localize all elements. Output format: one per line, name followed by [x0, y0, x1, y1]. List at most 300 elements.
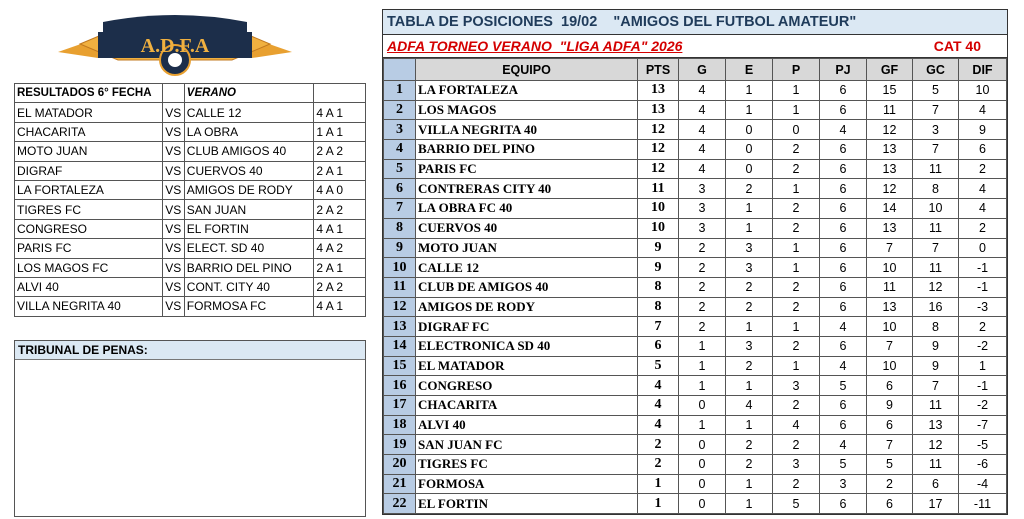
standings-cell-p: 1: [773, 179, 820, 199]
result-away-team: CONT. CITY 40: [184, 277, 314, 296]
standings-cell-gc: 13: [913, 415, 959, 435]
result-score: 2 A 2: [314, 200, 366, 219]
standings-cell-pts: 4: [638, 415, 679, 435]
standings-cell-pj: 6: [820, 218, 867, 238]
result-row: [15, 239, 366, 258]
standings-row: [384, 297, 1007, 317]
standings-cell-gc: 17: [913, 494, 959, 514]
result-row: [15, 219, 366, 238]
standings-cell-dif: -1: [959, 277, 1007, 297]
result-away-team: SAN JUAN: [184, 200, 314, 219]
result-score: 4 A 1: [314, 103, 366, 122]
standings-cell-pts: 12: [638, 140, 679, 160]
standings-cell-gf: 13: [867, 218, 913, 238]
standings-cell-team: LA FORTALEZA: [416, 81, 638, 101]
standings-cell-gf: 6: [867, 494, 913, 514]
standings-cell-team: ELECTRONICA SD 40: [416, 336, 638, 356]
standings-cell-gc: 16: [913, 297, 959, 317]
result-row: [15, 258, 366, 277]
standings-cell-dif: 10: [959, 81, 1007, 101]
result-row: [15, 277, 366, 296]
standings-cell-pos: 7: [384, 199, 416, 219]
standings-cell-pos: 5: [384, 159, 416, 179]
standings-row: [384, 199, 1007, 219]
standings-cell-pos: 19: [384, 435, 416, 455]
result-vs: VS: [162, 200, 184, 219]
standings-row: [384, 120, 1007, 140]
column-header-gf: GF: [867, 59, 913, 81]
standings-row: [384, 396, 1007, 416]
result-away-team: CLUB AMIGOS 40: [184, 142, 314, 161]
category-label: CAT 40: [933, 38, 981, 54]
result-home-team: PARIS FC: [15, 239, 163, 258]
standings-cell-pos: 1: [384, 81, 416, 101]
result-away-team: EL FORTIN: [184, 219, 314, 238]
standings-cell-gc: 11: [913, 159, 959, 179]
standings-cell-dif: -1: [959, 376, 1007, 396]
standings-cell-dif: 0: [959, 238, 1007, 258]
standings-cell-pj: 6: [820, 159, 867, 179]
standings-cell-p: 2: [773, 336, 820, 356]
result-home-team: EL MATADOR: [15, 103, 163, 122]
standings-cell-pos: 3: [384, 120, 416, 140]
standings-row: [384, 238, 1007, 258]
result-vs: VS: [162, 297, 184, 316]
standings-row: [384, 336, 1007, 356]
standings-cell-pts: 6: [638, 336, 679, 356]
standings-cell-e: 1: [726, 494, 773, 514]
result-away-team: AMIGOS DE RODY: [184, 180, 314, 199]
standings-cell-pts: 11: [638, 179, 679, 199]
standings-cell-g: 4: [679, 120, 726, 140]
standings-row: [384, 376, 1007, 396]
result-vs: VS: [162, 180, 184, 199]
results-header-title: RESULTADOS 6° FECHA: [15, 84, 163, 103]
standings-cell-pts: 9: [638, 258, 679, 278]
standings-cell-pts: 10: [638, 218, 679, 238]
standings-cell-pj: 6: [820, 238, 867, 258]
standings-cell-pos: 9: [384, 238, 416, 258]
standings-cell-dif: -11: [959, 494, 1007, 514]
result-row: [15, 161, 366, 180]
results-header-row: [15, 84, 366, 103]
standings-cell-pos: 11: [384, 277, 416, 297]
standings-cell-pts: 9: [638, 238, 679, 258]
standings-cell-pts: 13: [638, 100, 679, 120]
standings-cell-e: 0: [726, 159, 773, 179]
standings-cell-pj: 4: [820, 435, 867, 455]
standings-cell-pts: 4: [638, 396, 679, 416]
standings-cell-pos: 13: [384, 317, 416, 337]
standings-cell-g: 0: [679, 494, 726, 514]
standings-cell-gc: 11: [913, 218, 959, 238]
standings-cell-gf: 11: [867, 100, 913, 120]
standings-cell-dif: 9: [959, 120, 1007, 140]
standings-cell-p: 2: [773, 159, 820, 179]
standings-cell-p: 1: [773, 317, 820, 337]
standings-cell-pj: 5: [820, 376, 867, 396]
result-away-team: FORMOSA FC: [184, 297, 314, 316]
standings-cell-g: 2: [679, 238, 726, 258]
standings-cell-e: 1: [726, 81, 773, 101]
column-header-e: E: [726, 59, 773, 81]
standings-cell-pos: 17: [384, 396, 416, 416]
standings-cell-pj: 6: [820, 81, 867, 101]
standings-cell-gc: 11: [913, 258, 959, 278]
standings-cell-pts: 1: [638, 494, 679, 514]
standings-cell-gf: 7: [867, 435, 913, 455]
standings-cell-pos: 10: [384, 258, 416, 278]
standings-cell-team: LA OBRA FC 40: [416, 199, 638, 219]
standings-cell-e: 2: [726, 455, 773, 475]
column-header-dif: DIF: [959, 59, 1007, 81]
standings-row: [384, 81, 1007, 101]
standings-cell-team: TIGRES FC: [416, 455, 638, 475]
standings-cell-gc: 11: [913, 396, 959, 416]
result-home-team: LA FORTALEZA: [15, 180, 163, 199]
standings-cell-dif: 2: [959, 317, 1007, 337]
standings-cell-gc: 9: [913, 356, 959, 376]
standings-cell-p: 3: [773, 376, 820, 396]
standings-cell-g: 3: [679, 179, 726, 199]
results-table: [14, 83, 366, 317]
result-score: 2 A 2: [314, 142, 366, 161]
standings-cell-gf: 12: [867, 179, 913, 199]
standings-cell-gf: 6: [867, 415, 913, 435]
standings-cell-p: 2: [773, 140, 820, 160]
standings-row: [384, 474, 1007, 494]
standings-cell-team: BARRIO DEL PINO: [416, 140, 638, 160]
result-home-team: DIGRAF: [15, 161, 163, 180]
standings-cell-pos: 12: [384, 297, 416, 317]
tournament-name: ADFA TORNEO VERANO "LIGA ADFA" 2026: [387, 38, 683, 54]
standings-cell-pos: 14: [384, 336, 416, 356]
standings-cell-p: 2: [773, 435, 820, 455]
standings-body: [384, 81, 1007, 514]
standings-cell-pj: 4: [820, 317, 867, 337]
standings-cell-team: CLUB DE AMIGOS 40: [416, 277, 638, 297]
standings-cell-e: 2: [726, 179, 773, 199]
standings-cell-team: CALLE 12: [416, 258, 638, 278]
standings-cell-g: 1: [679, 376, 726, 396]
standings-cell-e: 2: [726, 356, 773, 376]
standings-cell-dif: 1: [959, 356, 1007, 376]
standings-cell-gf: 10: [867, 258, 913, 278]
standings-cell-pos: 6: [384, 179, 416, 199]
standings-cell-pos: 2: [384, 100, 416, 120]
standings-cell-e: 1: [726, 474, 773, 494]
result-score: 4 A 1: [314, 219, 366, 238]
standings-cell-team: AMIGOS DE RODY: [416, 297, 638, 317]
standings-cell-p: 2: [773, 474, 820, 494]
result-vs: VS: [162, 219, 184, 238]
standings-cell-team: EL MATADOR: [416, 356, 638, 376]
result-home-team: LOS MAGOS FC: [15, 258, 163, 277]
standings-cell-e: 0: [726, 120, 773, 140]
result-score: 1 A 1: [314, 122, 366, 141]
standings-cell-e: 3: [726, 258, 773, 278]
standings-cell-g: 4: [679, 140, 726, 160]
standings-cell-gf: 10: [867, 356, 913, 376]
standings-cell-g: 4: [679, 100, 726, 120]
standings-cell-team: PARIS FC: [416, 159, 638, 179]
result-vs: VS: [162, 258, 184, 277]
standings-cell-p: 5: [773, 494, 820, 514]
standings-cell-e: 1: [726, 415, 773, 435]
column-header-p: P: [773, 59, 820, 81]
logo-text: A.D.F.A: [140, 35, 210, 57]
standings-cell-gf: 7: [867, 336, 913, 356]
standings-cell-e: 1: [726, 376, 773, 396]
standings-row: [384, 179, 1007, 199]
standings-cell-p: 1: [773, 100, 820, 120]
result-row: [15, 180, 366, 199]
standings-cell-g: 4: [679, 159, 726, 179]
standings-cell-dif: -4: [959, 474, 1007, 494]
result-away-team: ELECT. SD 40: [184, 239, 314, 258]
standings-cell-gf: 14: [867, 199, 913, 219]
result-score: 2 A 2: [314, 277, 366, 296]
standings-cell-pts: 4: [638, 376, 679, 396]
standings-cell-g: 0: [679, 474, 726, 494]
result-score: 2 A 1: [314, 161, 366, 180]
standings-cell-gc: 6: [913, 474, 959, 494]
standings-subtitle-bar: [383, 35, 1007, 58]
standings-cell-e: 2: [726, 297, 773, 317]
standings-row: [384, 277, 1007, 297]
standings-cell-pts: 8: [638, 297, 679, 317]
standings-cell-e: 1: [726, 218, 773, 238]
standings-cell-g: 2: [679, 297, 726, 317]
standings-cell-dif: -7: [959, 415, 1007, 435]
standings-cell-pj: 6: [820, 258, 867, 278]
standings-cell-team: DIGRAF FC: [416, 317, 638, 337]
standings-cell-p: 2: [773, 218, 820, 238]
standings-cell-g: 2: [679, 258, 726, 278]
standings-cell-pts: 13: [638, 81, 679, 101]
standings-cell-team: CHACARITA: [416, 396, 638, 416]
standings-cell-pos: 22: [384, 494, 416, 514]
standings-title: TABLA DE POSICIONES 19/02 "AMIGOS DEL FUTBOL AMATEUR": [383, 10, 1007, 35]
standings-row: [384, 494, 1007, 514]
results-body: [15, 103, 366, 316]
standings-cell-dif: -1: [959, 258, 1007, 278]
standings-table: [383, 58, 1007, 514]
standings-cell-g: 0: [679, 435, 726, 455]
result-row: [15, 200, 366, 219]
standings-cell-gf: 13: [867, 159, 913, 179]
standings-cell-dif: 2: [959, 218, 1007, 238]
standings-cell-dif: 2: [959, 159, 1007, 179]
standings-cell-pj: 6: [820, 199, 867, 219]
result-away-team: CALLE 12: [184, 103, 314, 122]
adfa-logo: [58, 14, 292, 78]
standings-cell-gc: 12: [913, 435, 959, 455]
standings-cell-p: 3: [773, 455, 820, 475]
standings-cell-g: 0: [679, 396, 726, 416]
tribunal-title: TRIBUNAL DE PENAS:: [15, 341, 365, 360]
standings-row: [384, 455, 1007, 475]
standings-cell-gc: 7: [913, 238, 959, 258]
standings-cell-dif: 4: [959, 199, 1007, 219]
standings-cell-gc: 10: [913, 199, 959, 219]
result-home-team: CHACARITA: [15, 122, 163, 141]
standings-row: [384, 100, 1007, 120]
result-row: [15, 142, 366, 161]
result-away-team: BARRIO DEL PINO: [184, 258, 314, 277]
standings-cell-pts: 5: [638, 356, 679, 376]
standings-cell-pj: 6: [820, 100, 867, 120]
standings-cell-pj: 3: [820, 474, 867, 494]
standings-cell-e: 1: [726, 317, 773, 337]
standings-cell-gc: 7: [913, 140, 959, 160]
standings-cell-g: 3: [679, 218, 726, 238]
standings-cell-e: 0: [726, 140, 773, 160]
standings-cell-gf: 5: [867, 455, 913, 475]
standings-cell-p: 2: [773, 396, 820, 416]
standings-cell-g: 1: [679, 356, 726, 376]
standings-cell-team: LOS MAGOS: [416, 100, 638, 120]
standings-cell-dif: 4: [959, 100, 1007, 120]
standings-cell-gf: 6: [867, 376, 913, 396]
result-away-team: CUERVOS 40: [184, 161, 314, 180]
standings-cell-gc: 8: [913, 179, 959, 199]
tribunal-panel: [14, 340, 366, 517]
standings-cell-g: 0: [679, 455, 726, 475]
standings-cell-dif: -5: [959, 435, 1007, 455]
standings-cell-team: MOTO JUAN: [416, 238, 638, 258]
standings-cell-pos: 16: [384, 376, 416, 396]
results-season-label: VERANO: [184, 84, 314, 103]
standings-cell-p: 1: [773, 356, 820, 376]
standings-cell-gc: 5: [913, 81, 959, 101]
standings-row: [384, 435, 1007, 455]
standings-cell-pos: 18: [384, 415, 416, 435]
standings-cell-pts: 12: [638, 120, 679, 140]
standings-cell-pj: 6: [820, 297, 867, 317]
standings-cell-e: 3: [726, 238, 773, 258]
standings-cell-e: 2: [726, 435, 773, 455]
standings-cell-gf: 9: [867, 396, 913, 416]
column-header-pts: PTS: [638, 59, 679, 81]
result-home-team: VILLA NEGRITA 40: [15, 297, 163, 316]
standings-row: [384, 356, 1007, 376]
standings-header-row: [384, 59, 1007, 81]
result-score: 2 A 1: [314, 258, 366, 277]
standings-cell-pts: 8: [638, 277, 679, 297]
result-row: [15, 122, 366, 141]
column-header-equipo: EQUIPO: [416, 59, 638, 81]
standings-row: [384, 218, 1007, 238]
result-home-team: TIGRES FC: [15, 200, 163, 219]
column-header-pj: PJ: [820, 59, 867, 81]
standings-cell-pts: 7: [638, 317, 679, 337]
standings-cell-p: 1: [773, 81, 820, 101]
result-score: 4 A 0: [314, 180, 366, 199]
standings-row: [384, 140, 1007, 160]
standings-cell-p: 1: [773, 258, 820, 278]
standings-cell-pts: 10: [638, 199, 679, 219]
standings-cell-team: CONGRESO: [416, 376, 638, 396]
standings-cell-g: 1: [679, 415, 726, 435]
standings-cell-gc: 7: [913, 376, 959, 396]
standings-cell-gf: 13: [867, 297, 913, 317]
standings-panel: [382, 9, 1008, 515]
result-vs: VS: [162, 103, 184, 122]
standings-cell-gf: 11: [867, 277, 913, 297]
standings-cell-pj: 6: [820, 140, 867, 160]
standings-cell-gc: 3: [913, 120, 959, 140]
standings-cell-pj: 4: [820, 356, 867, 376]
standings-cell-gf: 7: [867, 238, 913, 258]
standings-cell-pts: 2: [638, 435, 679, 455]
standings-cell-gf: 12: [867, 120, 913, 140]
result-row: [15, 103, 366, 122]
result-away-team: LA OBRA: [184, 122, 314, 141]
standings-cell-dif: -6: [959, 455, 1007, 475]
standings-cell-pj: 6: [820, 396, 867, 416]
result-home-team: CONGRESO: [15, 219, 163, 238]
standings-cell-e: 1: [726, 199, 773, 219]
standings-cell-pj: 6: [820, 336, 867, 356]
standings-cell-pos: 4: [384, 140, 416, 160]
standings-cell-pos: 21: [384, 474, 416, 494]
standings-cell-g: 2: [679, 277, 726, 297]
standings-cell-dif: 4: [959, 179, 1007, 199]
standings-cell-dif: -2: [959, 336, 1007, 356]
standings-cell-pj: 6: [820, 415, 867, 435]
standings-cell-p: 2: [773, 297, 820, 317]
standings-cell-e: 3: [726, 336, 773, 356]
standings-cell-e: 4: [726, 396, 773, 416]
standings-cell-gc: 11: [913, 455, 959, 475]
standings-row: [384, 415, 1007, 435]
standings-cell-team: ALVI 40: [416, 415, 638, 435]
standings-cell-team: VILLA NEGRITA 40: [416, 120, 638, 140]
standings-cell-gf: 15: [867, 81, 913, 101]
standings-row: [384, 258, 1007, 278]
standings-cell-pts: 2: [638, 455, 679, 475]
standings-cell-team: EL FORTIN: [416, 494, 638, 514]
standings-cell-e: 1: [726, 100, 773, 120]
standings-cell-gc: 12: [913, 277, 959, 297]
standings-cell-pj: 6: [820, 277, 867, 297]
standings-row: [384, 317, 1007, 337]
standings-cell-pj: 6: [820, 494, 867, 514]
result-vs: VS: [162, 239, 184, 258]
result-vs: VS: [162, 161, 184, 180]
standings-cell-gf: 13: [867, 140, 913, 160]
result-vs: VS: [162, 142, 184, 161]
standings-cell-gf: 2: [867, 474, 913, 494]
standings-cell-e: 2: [726, 277, 773, 297]
standings-cell-g: 2: [679, 317, 726, 337]
standings-cell-p: 1: [773, 238, 820, 258]
standings-cell-g: 1: [679, 336, 726, 356]
column-header-gc: GC: [913, 59, 959, 81]
standings-row: [384, 159, 1007, 179]
standings-cell-pj: 6: [820, 179, 867, 199]
standings-cell-gc: 7: [913, 100, 959, 120]
result-vs: VS: [162, 122, 184, 141]
result-home-team: ALVI 40: [15, 277, 163, 296]
standings-cell-g: 3: [679, 199, 726, 219]
standings-cell-p: 2: [773, 277, 820, 297]
standings-cell-dif: -2: [959, 396, 1007, 416]
standings-cell-pts: 12: [638, 159, 679, 179]
column-header-g: G: [679, 59, 726, 81]
standings-cell-pj: 4: [820, 120, 867, 140]
